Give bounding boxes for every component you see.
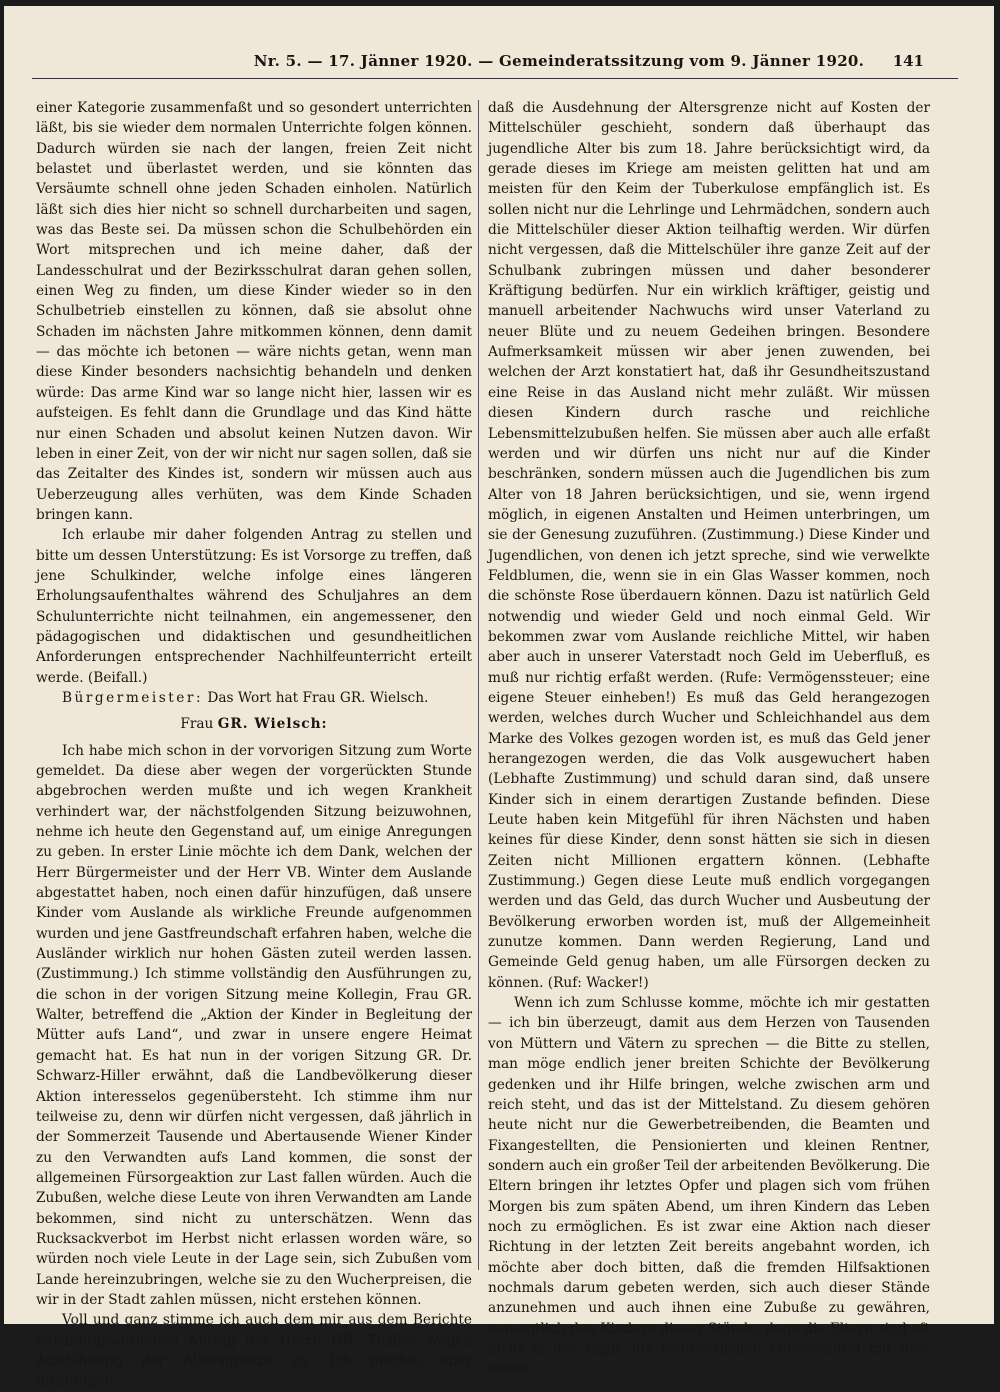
- speaker-heading: [36, 714, 472, 734]
- right-column: [488, 98, 930, 1380]
- column-divider: [478, 100, 479, 1270]
- speaker-line: [36, 688, 472, 708]
- speaker-label: Bürgermeister:: [62, 689, 204, 706]
- running-header: Nr. 5. — 17. Jänner 1920. — Gemeinderatssitzung vom 9. Jänner 1920.: [253, 52, 865, 70]
- paragraph: Wenn ich zum Schlusse komme, möchte ich mir gestatten — ich bin überzeugt, damit aus dem Herzen von Tausenden von Müttern und Vätern zu sprechen — die Bitte zu stellen, man möge endlich jener breiten Schichte der Bevölkerung gedenken und ihr Hilfe bringen, welche zwischen arm und reich steht, und das ist der Mittelstand. Zu diesem gehören heute nicht nur die Gewerbetreibenden, die Beamten und Fixangestellten, die Pensionierten und kleinen Rentner, sondern auch ein großer Teil der arbeitenden Bevölkerung. Die Eltern bringen ihr letztes Opfer und plagen sich vom frühen Morgen bis zum späten Abend, um ihren Kindern das Leben noch zu ermöglichen. Es ist zwar eine Aktion nach dieser Richtung in der letzten Zeit bereits angebahnt worden, ich möchte aber doch bitten, daß die fremden Hilfsaktionen nochmals darum gebeten werden, sich auch dieser Stände anzunehmen und auch ihnen eine Zubuße zu gewähren, namentlich den Kindern dieser Stände, denn die Eltern sind oft nicht in der Lage, die erforderlichen Lebensmittel mit dem selbst-: [488, 995, 930, 1378]
- paragraph: einer Kategorie zusammenfaßt und so gesondert unterrichten läßt, bis sie wieder dem normalen Unterrichte folgen können. Dadurch würden sie nach der langen, freien Zeit nicht belastet und überlastet werden, und sie könnten das Versäumte schnell ohne jeden Schaden einholen. Natürlich läßt sich dies hier nicht so schnell durcharbeiten und sagen, was das Beste sei. Da müssen schon die Schulbehörden ein Wort mitsprechen und ich meine daher, daß der Landesschulrat und der Bezirksschulrat daran gehen sollen, einen Weg zu finden, um diese Kinder wieder so in den Schulbetrieb einstellen zu können, daß sie absolut ohne Schaden im nächsten Jahre mitkommen können, denn damit — das möchte ich betonen — wäre nichts getan, wenn man diese Kinder besonders nachsichtig behandeln und denken würde: Das arme Kind war so lange nicht hier, lassen wir es aufsteigen. Es fehlt dann die Grundlage und das Kind hätte nur einen Schaden und absolut keinen Nutzen davon. Wir leben in einer Zeit, von der wir nicht nur sagen sollen, daß sie das Zeitalter des Kindes ist, sondern wir müssen auch aus Ueberzeugung alles verhüten, was dem Kinde Schaden bringen kann.: [36, 100, 472, 523]
- left-column: [36, 98, 472, 1392]
- speaker-text: Das Wort hat Frau GR. Wielsch.: [203, 689, 429, 706]
- paragraph: Ich habe mich schon in der vorvorigen Sitzung zum Worte gemeldet. Da diese aber wegen der vorgerückten Stunde abgebrochen werden mußte und ich wegen Krankheit verhindert war, der nächstfolgenden Sitzung beizuwohnen, nehme ich heute den Gegenstand auf, um einige Anregungen zu geben. In erster Linie möchte ich dem Dank, welchen der Herr Bürgermeister und der Herr VB. Winter dem Auslande abgestattet haben, noch einen dafür hinzufügen, daß unsere Kinder vom Auslande als wirkliche Freunde aufgenommen wurden und jene Gastfreundschaft erfahren haben, welche die Ausländer wirklich nur hohen Gästen zuteil werden lassen. (Zustimmung.) Ich stimme vollständig den Ausführungen zu, die schon in der vorigen Sitzung meine Kollegin, Frau GR. Walter, betreffend die „Aktion der Kinder in Begleitung der Mütter aufs Land“, und zwar in unsere engere Heimat gemacht hat. Es hat nun in der vorigen Sitzung GR. Dr. Schwarz-Hiller erwähnt, daß die Landbevölkerung dieser Aktion interesselos gegenübersteht. Ich stimme ihm nur teilweise zu, denn wir dürfen nicht vergessen, daß jährlich in der Sommerzeit Tausende und Abertausende Wiener Kinder zu den Verwandten aufs Land kommen, die sonst der allgemeinen Fürsorgeaktion zur Last fallen würden. Auch die Zubußen, welche diese Leute von ihren Verwandten am Lande bekommen, sind nicht zu unterschätzen. Wenn das Rucksackverbot im Herbst nicht erlassen worden wäre, so würden noch viele Leute in der Lage sein, sich Zubußen vom Lande hereinzubringen, welche sie zu den Wucherpreisen, die wir in der Stadt zahlen müssen, nicht erstehen können.: [36, 742, 472, 1308]
- newspaper-page: [4, 6, 994, 1390]
- paragraph: Voll und ganz stimme ich auch dem mir aus dem Berichte bekanntgewordenen Antrag des Herrn GR. Thaller wegen Ausdehnung der Altersgrenze zu. Ich möchte aber hinzufügen,: [36, 1312, 472, 1390]
- speaker-heading-prefix: Frau: [180, 716, 218, 733]
- paragraph: daß die Ausdehnung der Altersgrenze nicht auf Kosten der Mittelschüler geschieht, sondern daß überhaupt das jugendliche Alter bis zum 18. Jahre berücksichtigt wird, da gerade dieses im Kriege am meisten gelitten hat und am meisten für den Keim der Tuberkulose empfänglich ist. Es sollen nicht nur die Lehrlinge und Lehrmädchen, sondern auch die Mittelschüler dieser Aktion teilhaftig werden. Wir dürfen nicht vergessen, daß die Mittelschüler ihre ganze Zeit auf der Schulbank zubringen müssen und daher besonderer Kräftigung bedürfen. Nur ein wirklich kräftiger, geistig und manuell arbeitender Nachwuchs wird unser Vaterland zu neuer Blüte und zu neuem Gedeihen bringen. Besondere Aufmerksamkeit müssen wir aber jenen zuwenden, bei welchen der Arzt konstatiert hat, daß ihr Gesundheitszustand eine Reise in das Ausland nicht mehr zuläßt. Wir müssen diesen Kindern durch rasche und reichliche Lebensmittelzubußen helfen. Sie müssen aber auch alle erfaßt werden und wir dürfen uns nicht nur auf die Kinder beschränken, sondern müssen auch die Jugendlichen bis zum Alter von 18 Jahren berücksichtigen, und sie, wenn irgend möglich, in eigenen Anstalten und Heimen unterbringen, um sie der Genesung zuzuführen. (Zustimmung.) Diese Kinder und Jugendlichen, von denen ich jetzt spreche, sind wie verwelkte Feldblumen, die, wenn sie in ein Glas Wasser kommen, noch die schönste Rose überdauern können. Dazu ist natürlich Geld notwendig und wieder Geld und noch einmal Geld. Wir bekommen zwar vom Auslande reichliche Mittel, wir haben aber auch in unserer Vaterstadt noch Geld im Ueberfluß, es muß nur richtig erfaßt werden. (Rufe: Vermögenssteuer; eine eigene Steuer einheben!) Es muß das Geld herangezogen werden, welches durch Wucher und Schleichhandel aus dem Marke des Volkes gezogen worden ist, es muß das Geld jener herangezogen werden, die das Volk ausgewuchert haben (Lebhafte Zustimmung) und schuld daran sind, daß unsere Kinder sich in einem derartigen Zustande befinden. Diese Leute haben kein Mitgefühl für ihren Nächsten und haben keines für diese Kinder, denn sonst hätten sie sich in diesen Zeiten nicht Millionen ergattern können. (Lebhafte Zustimmung.) Gegen diese Leute muß endlich vorgegangen werden und das Geld, das durch Wucher und Ausbeutung der Bevölkerung erworben worden ist, muß der Allgemeinheit zunutze kommen. Dann werden Regierung, Land und Gemeinde Geld genug haben, um alle Fürsorgen decken zu können. (Ruf: Wacker!): [488, 100, 930, 991]
- page-number: 141: [892, 52, 924, 70]
- header-rule: [32, 78, 958, 79]
- speaker-heading-name: GR. Wielsch:: [217, 716, 328, 733]
- paragraph: Ich erlaube mir daher folgenden Antrag zu stellen und bitte um dessen Unterstützung: Es ist Vorsorge zu treffen, daß jene Schulkinder, welche infolge eines längeren Erholungsaufenthaltes während des Schuljahres an dem Schulunterrichte nicht teilnahmen, ein angemessener, den pädagogischen und didaktischen und gesundheitlichen Anforderungen entsprechender Nachhilfeunterricht erteilt werde. (Beifall.): [36, 527, 472, 686]
